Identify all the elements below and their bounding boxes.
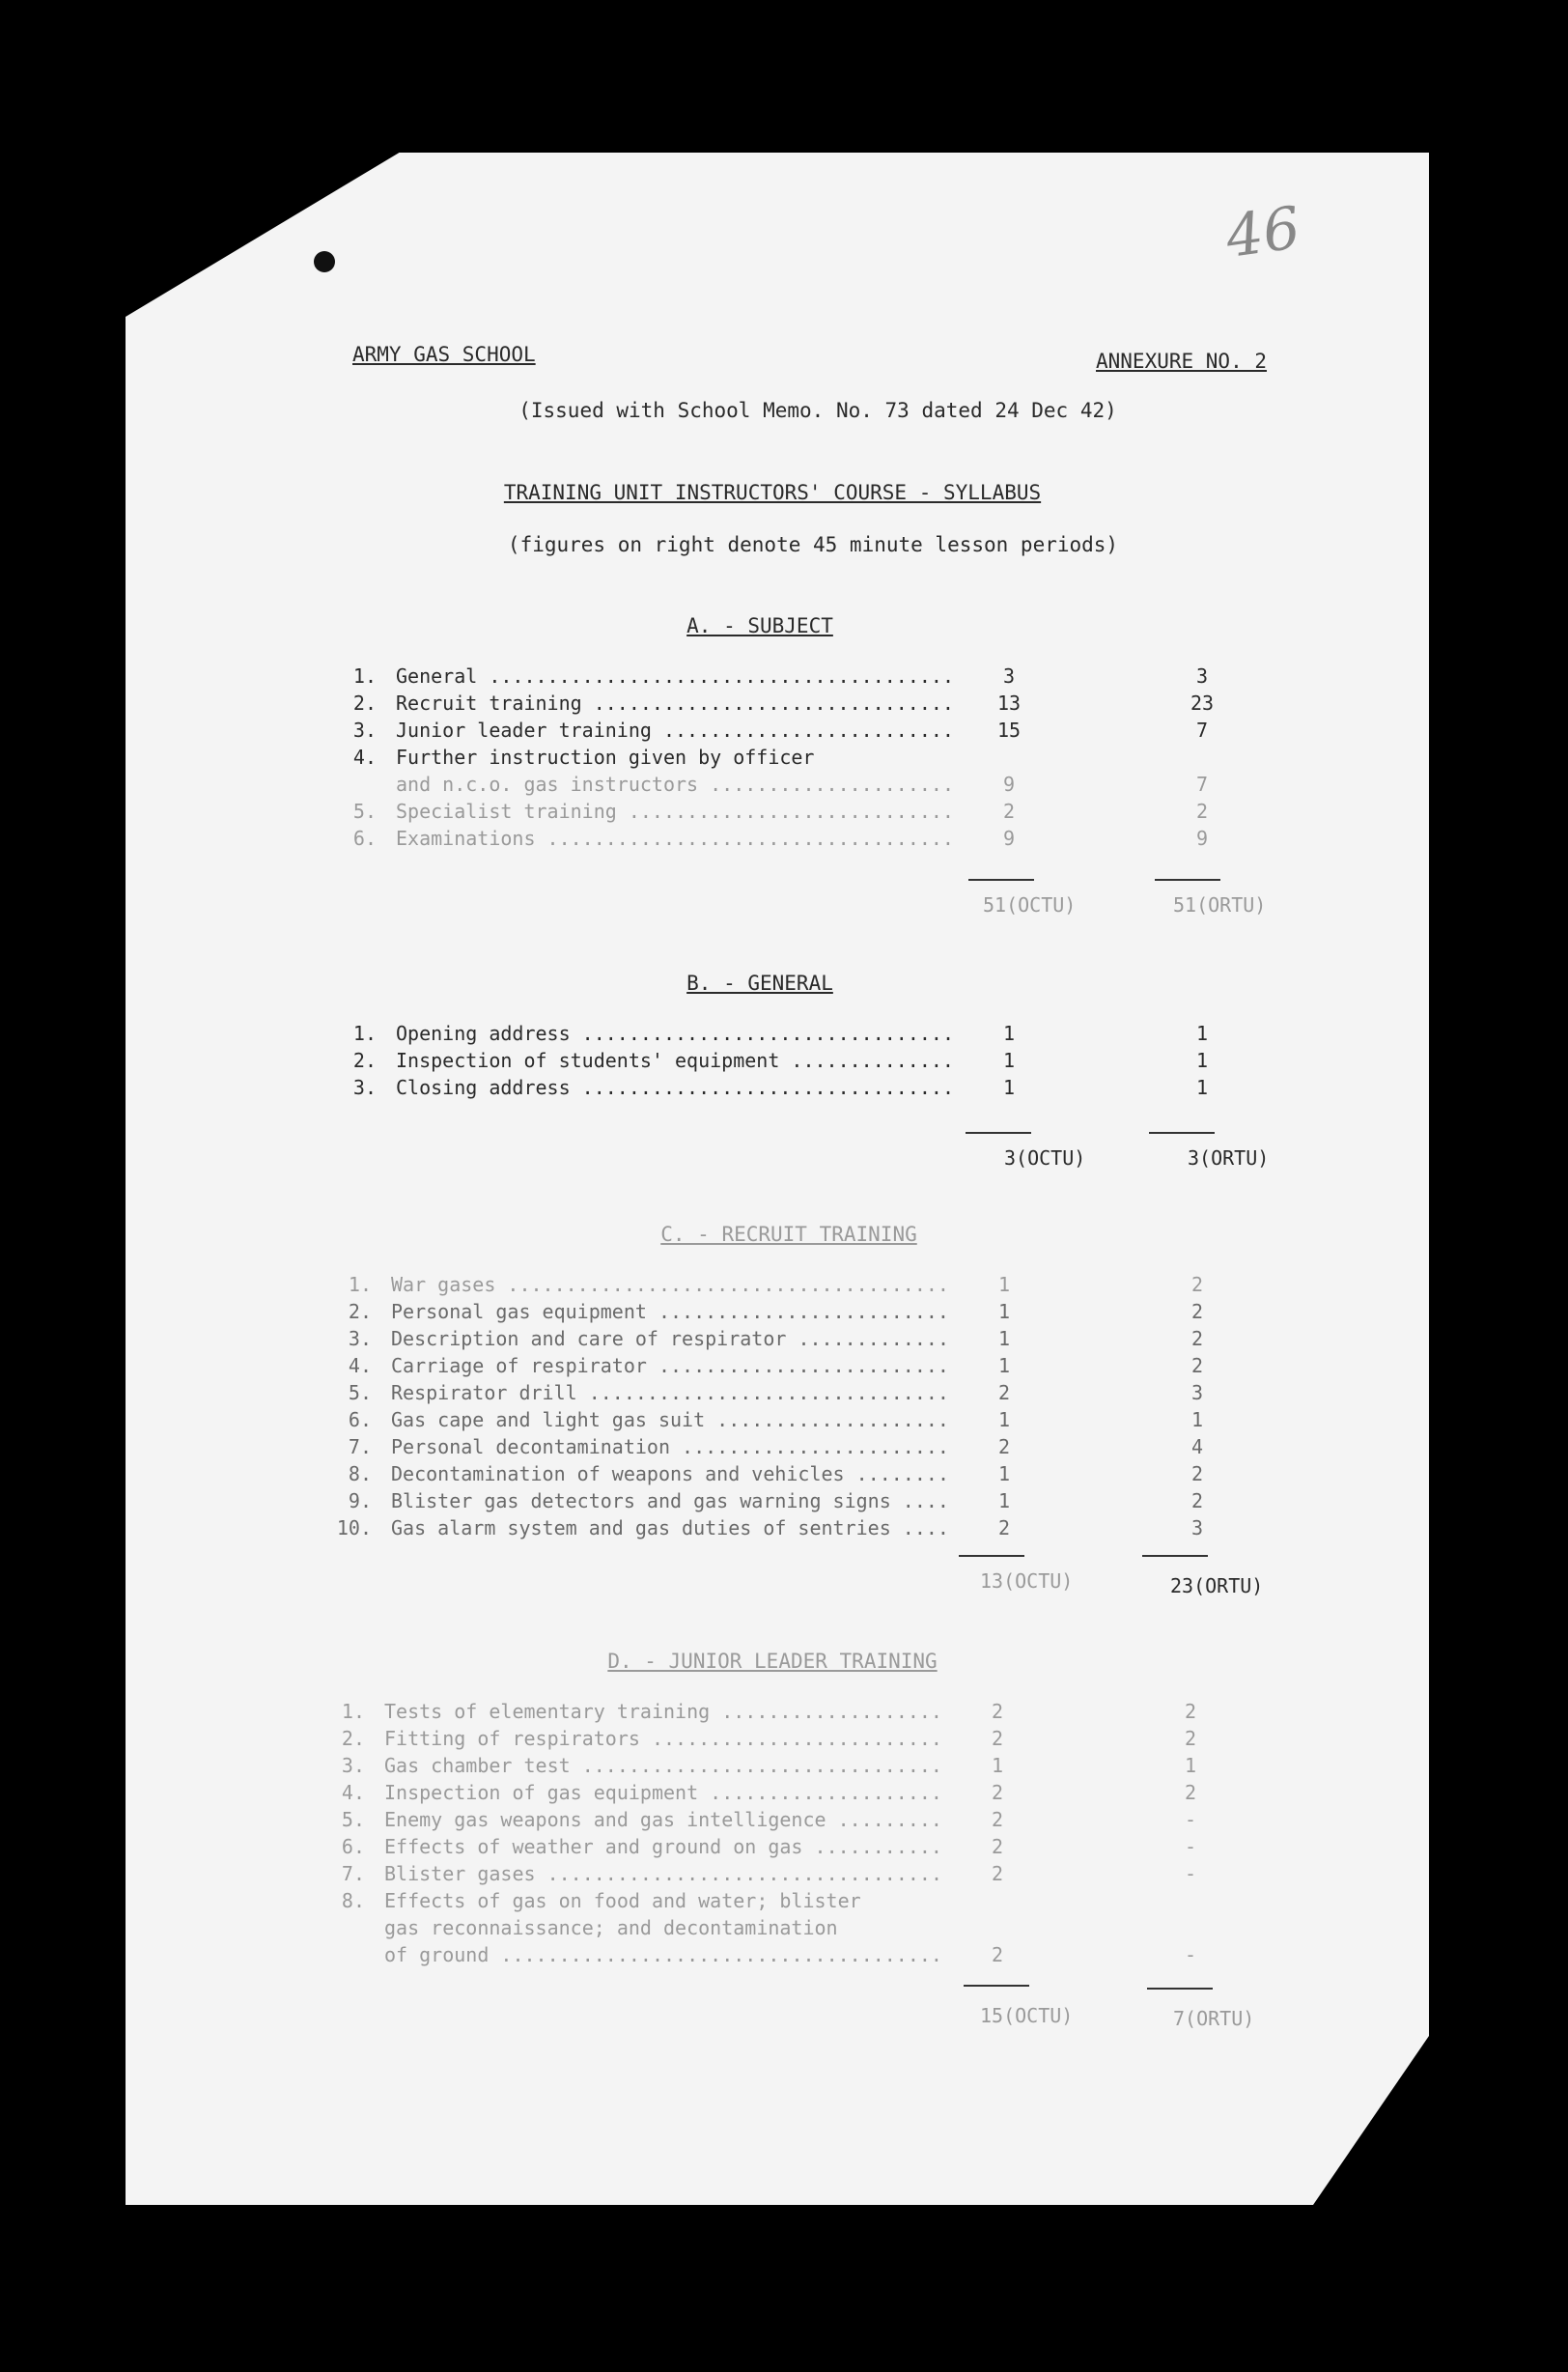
total-rule	[968, 879, 1034, 881]
section-total-ortu: 3(ORTU)	[1188, 1146, 1270, 1170]
total-rule	[964, 1985, 1029, 1987]
total-rule	[1149, 1132, 1215, 1134]
total-rule	[1155, 879, 1220, 881]
list-item: of ground ..... 2 -	[326, 1943, 1292, 1970]
school-name: ARMY GAS SCHOOL	[352, 343, 536, 366]
list-item: 6. Effects of weather and ground on gas ..... 2 -	[326, 1835, 1292, 1862]
folio-number: 46	[1221, 194, 1304, 271]
section-total-octu: 15(OCTU)	[980, 2004, 1074, 2027]
list-item: 7. Blister gases ..... 2 -	[326, 1862, 1292, 1889]
section-total-ortu: 51(ORTU)	[1173, 893, 1267, 917]
list-item: and n.c.o. gas instructors ..... 9 7	[338, 773, 1303, 800]
issued-note: (Issued with School Memo. No. 73 dated 24 Dec 42)	[518, 399, 1117, 422]
list-item: 2. Recruit training ..... 13 23	[338, 692, 1303, 719]
list-item: 3. Gas chamber test ..... 1 1	[326, 1754, 1292, 1781]
section-total-octu: 13(OCTU)	[980, 1569, 1074, 1593]
list-item: 2. Inspection of students' equipment ..... 1 1	[338, 1049, 1303, 1076]
list-item: 7. Personal decontamination ..... 2 4	[333, 1435, 1299, 1462]
list-item: 5. Specialist training ..... 2 2	[338, 800, 1303, 827]
list-item: 2. Personal gas equipment ..... 1 2	[333, 1300, 1299, 1327]
total-rule	[1147, 1988, 1213, 1990]
list-item: 3. Closing address ..... 1 1	[338, 1076, 1303, 1103]
list-item: 6. Gas cape and light gas suit ..... 1 1	[333, 1408, 1299, 1435]
list-item: 3. Junior leader training ..... 15 7	[338, 719, 1303, 746]
list-item: 4. Carriage of respirator ..... 1 2	[333, 1354, 1299, 1381]
total-rule	[959, 1555, 1024, 1557]
punch-hole	[314, 251, 335, 272]
list-item: 1. Opening address ..... 1 1	[338, 1022, 1303, 1049]
list-item: 8. Effects of gas on food and water; blister	[341, 1889, 861, 1912]
total-rule	[1142, 1555, 1208, 1557]
list-item: 4. Further instruction given by officer	[352, 746, 815, 769]
list-item: 5. Respirator drill ..... 2 3	[333, 1381, 1299, 1408]
list-item: 1. War gases ..... 1 2	[333, 1273, 1299, 1300]
section-total-octu: 3(OCTU)	[1004, 1146, 1086, 1170]
list-item: 4. Inspection of gas equipment ..... 2 2	[326, 1781, 1292, 1808]
section-heading: B. - GENERAL	[686, 972, 833, 995]
list-item: 1. General ..... 3 3	[338, 664, 1303, 692]
document-title: TRAINING UNIT INSTRUCTORS' COURSE - SYLLABUS	[503, 481, 1042, 504]
list-item: 3. Description and care of respirator ..... 1 2	[333, 1327, 1299, 1354]
section-heading: C. - RECRUIT TRAINING	[660, 1223, 917, 1246]
section-total-octu: 51(OCTU)	[983, 893, 1077, 917]
section-heading: A. - SUBJECT	[686, 614, 833, 637]
section-total-ortu: 7(ORTU)	[1173, 2007, 1255, 2030]
section-heading: D. - JUNIOR LEADER TRAINING	[607, 1650, 938, 1673]
list-item: 5. Enemy gas weapons and gas intelligence ..... 2 -	[326, 1808, 1292, 1835]
list-item: 6. Examinations ..... 9 9	[338, 827, 1303, 854]
list-item: gas reconnaissance; and decontamination	[384, 1916, 838, 1939]
list-item: 8. Decontamination of weapons and vehicles ..... 1 2	[333, 1462, 1299, 1489]
list-item: 2. Fitting of respirators ..... 2 2	[326, 1727, 1292, 1754]
list-item: 10. Gas alarm system and gas duties of sentries ..... 2 3	[333, 1516, 1299, 1543]
annexure-number: ANNEXURE NO. 2	[1096, 350, 1268, 373]
section-total-ortu: 23(ORTU)	[1170, 1574, 1264, 1597]
document-subtitle: (figures on right denote 45 minute lesson periods)	[507, 533, 1119, 556]
list-item: 9. Blister gas detectors and gas warning signs ..... 1 2	[333, 1489, 1299, 1516]
list-item: 1. Tests of elementary training ..... 2 2	[326, 1700, 1292, 1727]
total-rule	[966, 1132, 1031, 1134]
